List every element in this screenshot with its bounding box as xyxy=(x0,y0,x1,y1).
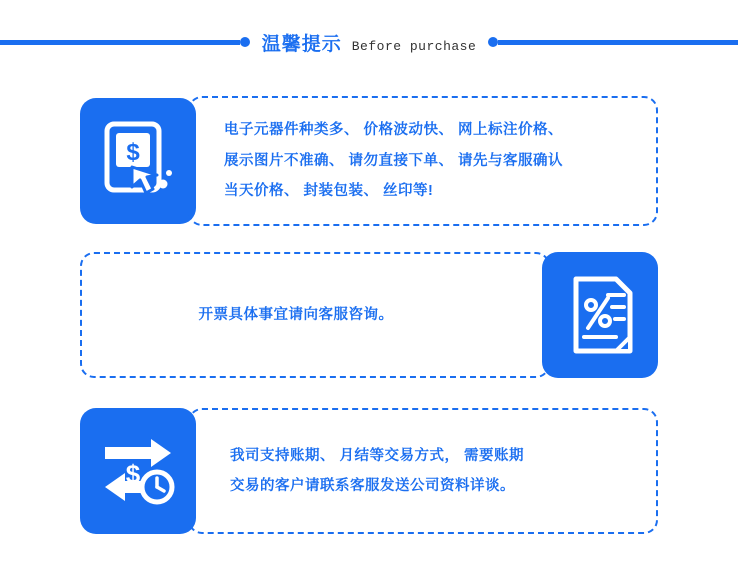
header-rule-left xyxy=(0,40,240,45)
notice-line: 交易的客户请联系客服发送公司资料详谈。 xyxy=(230,478,515,494)
header-dot-left xyxy=(240,37,250,47)
notice-block-price xyxy=(80,96,658,226)
notice-line: 我司支持账期、 月结等交易方式， 需要账期 xyxy=(230,447,525,464)
notice-text-box-invoice xyxy=(80,252,550,378)
header-banner xyxy=(0,26,738,58)
notice-text-price xyxy=(190,115,579,206)
invoice-percent-icon xyxy=(542,252,658,378)
svg-text:$: $ xyxy=(126,139,140,166)
notice-line: 电子元器件种类多、 价格波动快、 网上标注价格、 xyxy=(224,122,564,139)
notice-line: 展示图片不准确、 请勿直接下单、 请先与客服确认 xyxy=(224,152,564,169)
header-dot-right xyxy=(488,37,498,47)
header-rule-right xyxy=(498,40,738,45)
notice-text-credit-terms xyxy=(190,441,540,502)
notice-text-invoice xyxy=(177,300,454,330)
payment-term-clock-icon xyxy=(80,408,196,534)
price-tag-hand-icon xyxy=(80,98,196,224)
notice-text-box-price xyxy=(188,96,658,226)
page-title xyxy=(250,29,489,56)
page-title-cn: 温馨提示 xyxy=(261,33,342,55)
notice-block-invoice xyxy=(80,252,658,378)
notice-line: 开票具体事宜请向客服咨询。 xyxy=(198,306,394,323)
svg-text:$: $ xyxy=(125,459,141,489)
notice-line: 当天价格、 封装包装、 丝印等! xyxy=(224,183,434,200)
page-title-en: Before purchase xyxy=(351,38,477,54)
notice-block-credit-terms xyxy=(80,408,658,534)
notice-text-box-credit-terms xyxy=(188,408,658,534)
